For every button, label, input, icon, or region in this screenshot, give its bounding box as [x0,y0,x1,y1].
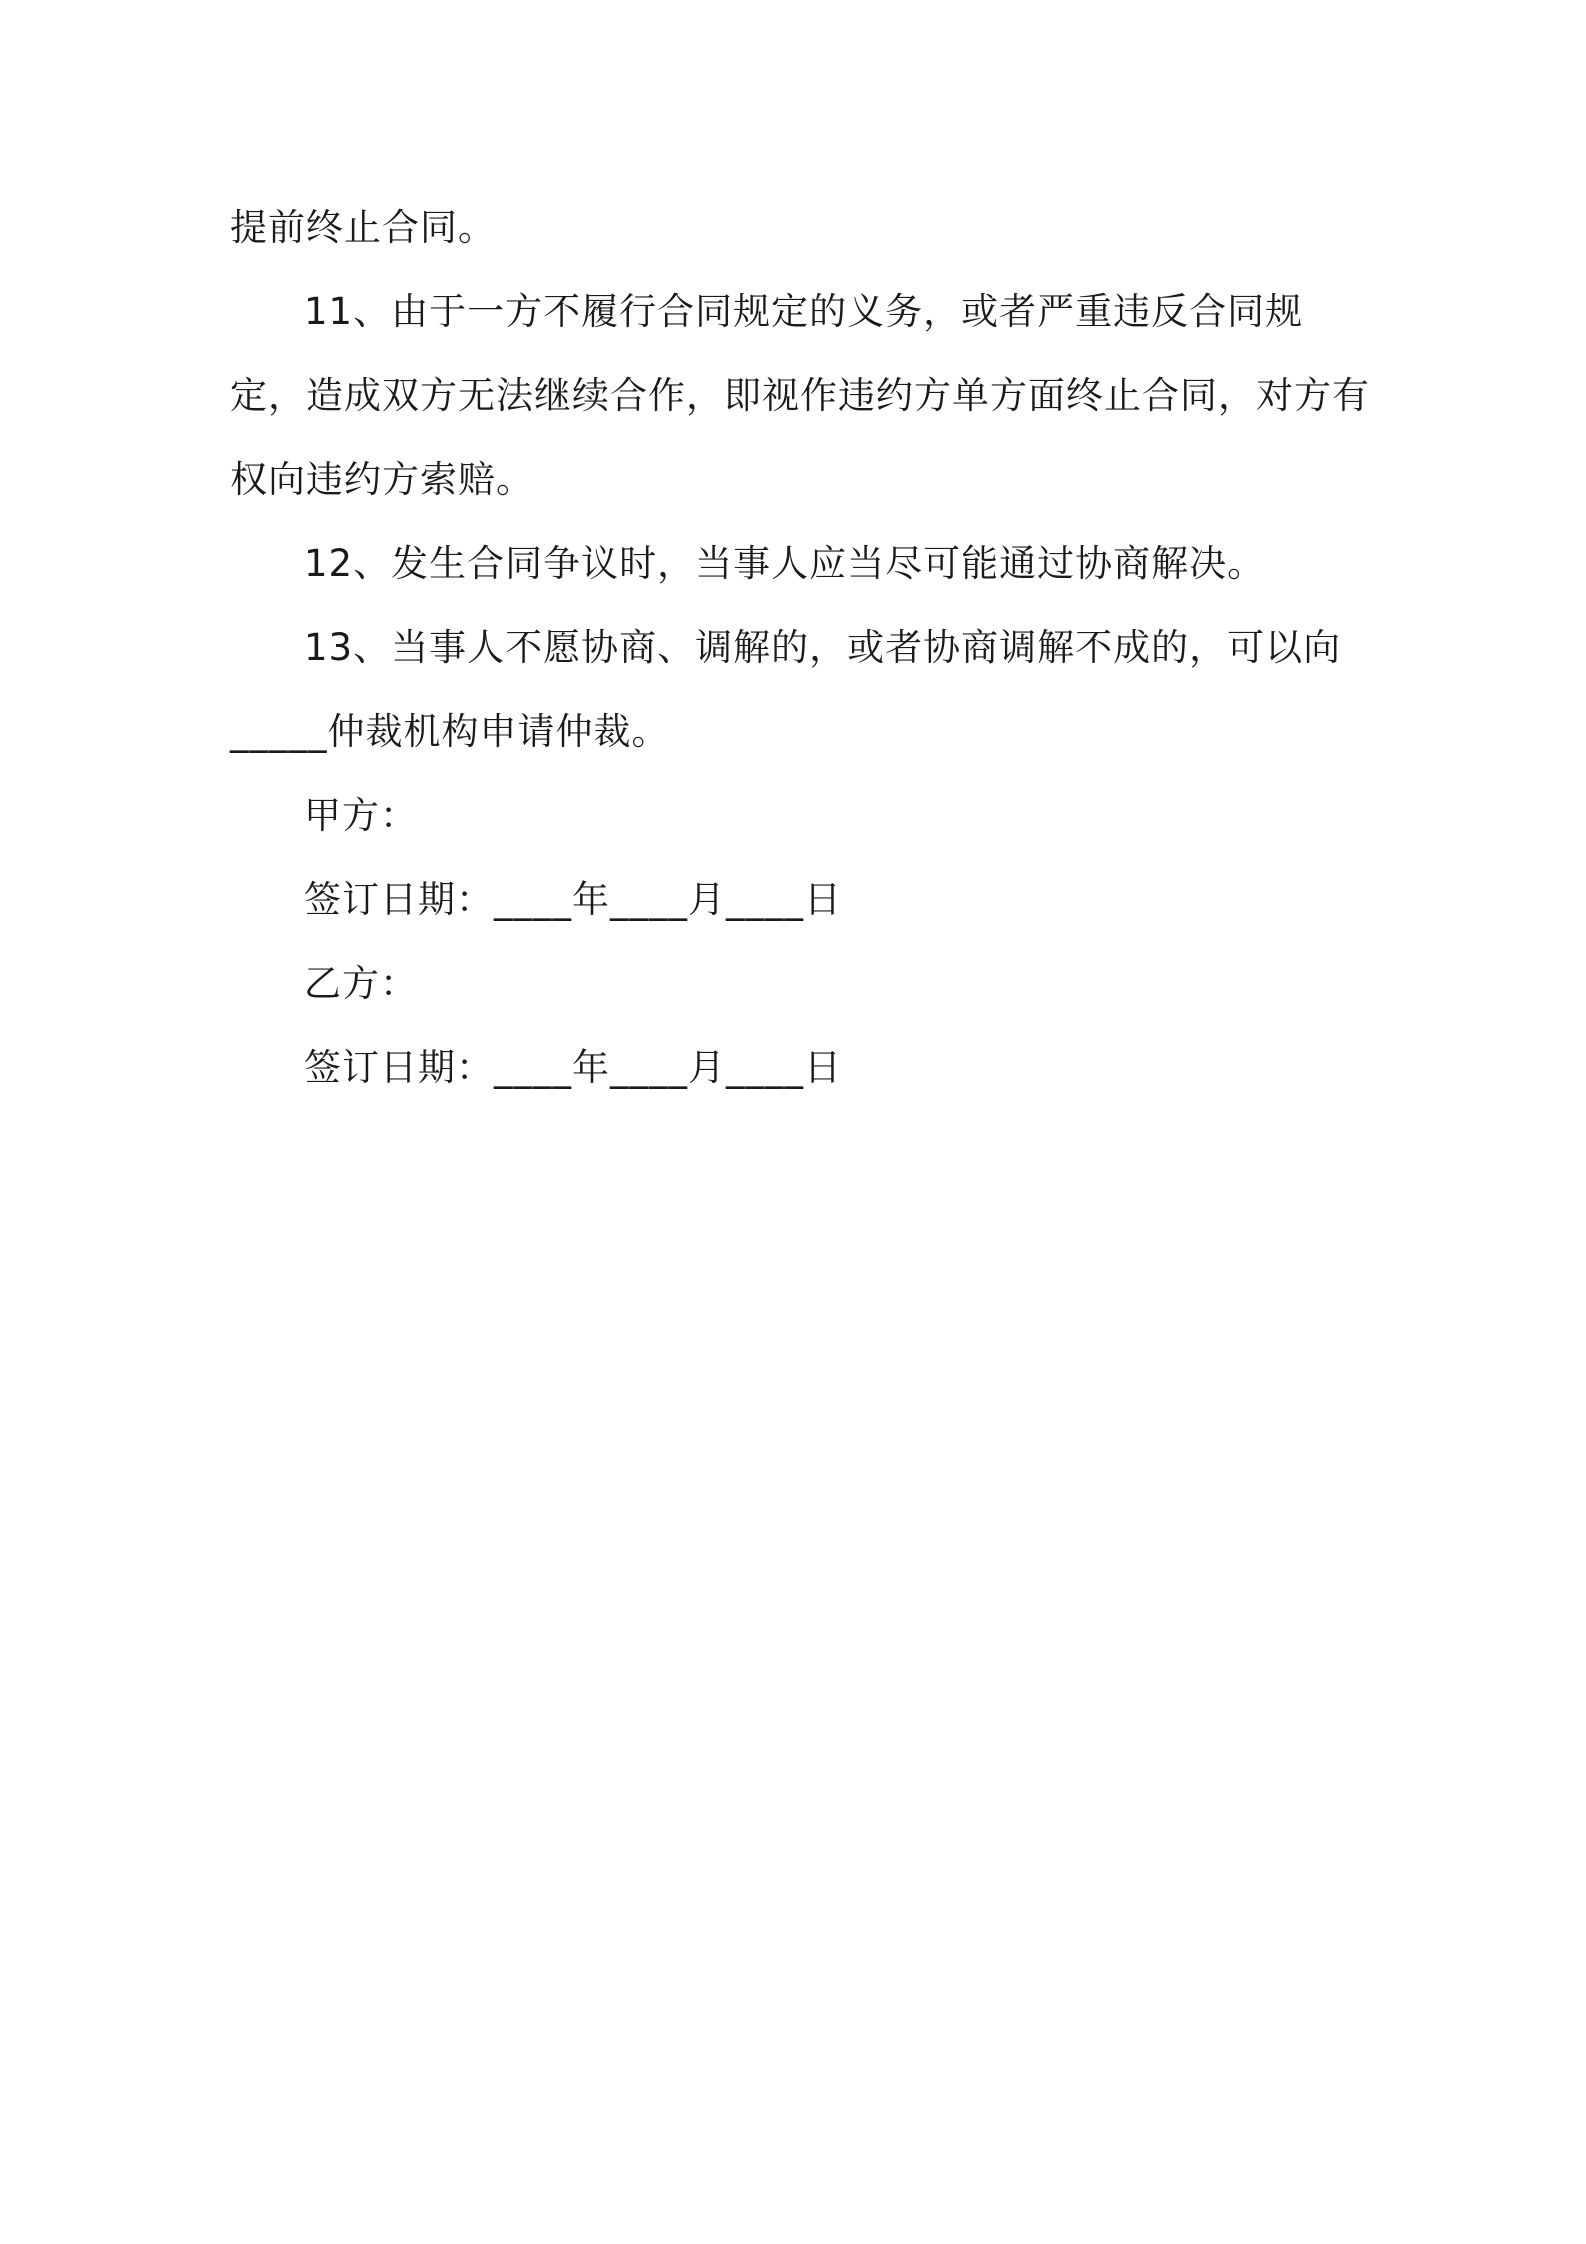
clause-13: 13、当事人不愿协商、调解的，或者协商调解不成的，可以向_____仲裁机构申请仲裁。 [230,626,1342,753]
clause-11: 11、由于一方不履行合同规定的义务，或者严重违反合同规定，造成双方无法继续合作，即视作违约方单方面终止合同，对方有权向违约方索赔。 [230,290,1370,501]
paragraph-continuation: 提前终止合同。 [230,206,496,249]
party-b-label: 乙方： [304,962,418,1005]
party-a-sign-date: 签订日期：____年____月____日 [304,878,842,921]
party-a-label: 甲方： [304,794,418,837]
clause-12: 12、发生合同争议时，当事人应当尽可能通过协商解决。 [304,542,1266,585]
document-body [230,186,1376,1110]
party-b-sign-date: 签订日期：____年____月____日 [304,1046,842,1089]
